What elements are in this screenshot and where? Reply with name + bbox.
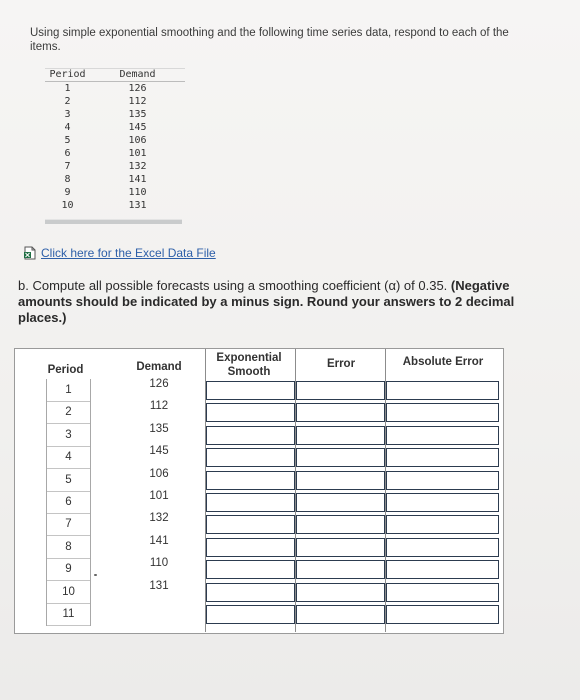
absolute-error-input[interactable] [386,403,499,422]
data-table-period: 7 [64,161,71,172]
period-cell: 3 [47,424,90,447]
exponential-smooth-input[interactable] [206,426,295,445]
header-error: Error [326,358,356,370]
data-table-demand: 131 [128,200,147,211]
absolute-error-input[interactable] [386,381,499,400]
absolute-error-input[interactable] [386,605,499,624]
data-table-period: 9 [64,187,71,198]
demand-cell: 101 [149,490,169,502]
header-exponential-smooth [205,351,293,379]
header-absolute-error: Absolute Error [402,356,484,368]
data-table-row [45,147,185,160]
period-cell: 2 [47,401,90,424]
data-table-row [45,108,185,121]
error-input[interactable] [296,448,385,467]
data-table-period: 8 [64,174,71,185]
header-demand: Demand [136,361,182,373]
instructions-text: Using simple exponential smoothing and the following time series data, respond to each of the items. [30,27,509,53]
data-table-demand: 145 [128,122,147,133]
demand-cell: 131 [149,579,169,592]
exponential-smooth-input[interactable] [206,605,295,624]
data-table-period: 3 [64,109,71,120]
part-b-question [18,278,548,326]
data-table-demand: 110 [128,187,147,198]
data-table-period: 5 [64,135,71,146]
error-input[interactable] [296,583,385,602]
part-b-instruction: (Negative amounts should be indicated by a minus sign. Round your answers to 2 decimal places.) [18,278,515,325]
absolute-error-input[interactable] [386,426,499,445]
demand-cell: 110 [149,557,169,570]
absolute-error-input[interactable] [386,538,499,557]
header-exponential-line1: Exponential [216,352,282,364]
demand-cell: 141 [149,534,169,547]
exponential-smooth-input[interactable] [206,560,295,579]
data-table-row [45,199,185,212]
data-table-row [45,95,185,108]
period-cell: 6 [47,491,90,514]
demand-cell: 106 [149,467,169,480]
excel-file-icon [24,246,37,260]
error-input[interactable] [296,403,385,422]
header-exponential-line2: Smooth [227,366,271,378]
absolute-error-input[interactable] [386,448,499,467]
error-input[interactable] [296,605,385,624]
absolute-error-input[interactable] [386,515,499,534]
period-column [46,379,91,626]
error-input[interactable] [296,471,385,490]
exponential-smooth-input[interactable] [206,538,295,557]
data-table [45,68,185,212]
answer-table [14,348,504,634]
demand-cell: 112 [149,400,169,413]
data-table-row [45,134,185,147]
error-input[interactable] [296,560,385,579]
data-table-period: 2 [64,96,71,107]
data-table-row [45,173,185,186]
data-table-header-period: Period [49,69,86,80]
exponential-smooth-input[interactable] [206,471,295,490]
data-table-row [45,186,185,199]
data-table-period: 4 [64,122,71,133]
data-table-row [45,160,185,173]
part-b-text: b. Compute all possible forecasts using a smoothing coefficient (α) of 0.35. [18,278,451,293]
demand-cell: 145 [149,445,169,458]
data-table-header [45,68,185,82]
period-cell: 11 [47,603,90,626]
data-table-demand: 141 [128,174,147,185]
exponential-smooth-input[interactable] [206,583,295,602]
data-table-row [45,82,185,95]
period-cell: 10 [47,581,90,604]
error-input[interactable] [296,515,385,534]
data-table-header-demand: Demand [119,69,156,80]
exponential-smooth-input[interactable] [206,448,295,467]
absolute-error-input[interactable] [386,493,499,512]
period-cell: 5 [47,469,90,492]
data-table-demand: 126 [128,83,147,94]
exponential-smooth-input[interactable] [206,493,295,512]
absolute-error-input[interactable] [386,471,499,490]
data-table-period: 1 [64,83,71,94]
excel-link[interactable] [24,246,216,260]
demand-cell: 132 [149,512,169,525]
error-input[interactable] [296,493,385,512]
absolute-error-input[interactable] [386,583,499,602]
data-table-demand: 106 [128,135,147,146]
data-table-period: 6 [64,148,71,159]
data-table-row [45,121,185,134]
data-table-demand: 135 [128,109,147,120]
exponential-smooth-input[interactable] [206,403,295,422]
data-table-period: 10 [61,200,74,211]
period-cell: 9 [47,558,90,581]
data-table-demand: 112 [128,96,147,107]
demand-cell: 126 [149,378,169,390]
period-cell: 4 [47,446,90,469]
error-input[interactable] [296,381,385,400]
data-table-demand: 101 [128,148,147,159]
error-input[interactable] [296,538,385,557]
excel-link-label[interactable]: Click here for the Excel Data File [41,246,216,260]
absolute-error-input[interactable] [386,560,499,579]
period-cell: 8 [47,536,90,559]
demand-cell: 135 [149,422,169,435]
header-period: Period [47,364,84,376]
data-table-demand: 132 [128,161,147,172]
period-cell: 7 [47,513,90,536]
error-input[interactable] [296,426,385,445]
data-table-footer-bar [45,219,182,224]
exponential-smooth-input[interactable] [206,515,295,534]
stray-mark [94,574,97,576]
period-cell: 1 [47,379,90,402]
exponential-smooth-input[interactable] [206,381,295,400]
